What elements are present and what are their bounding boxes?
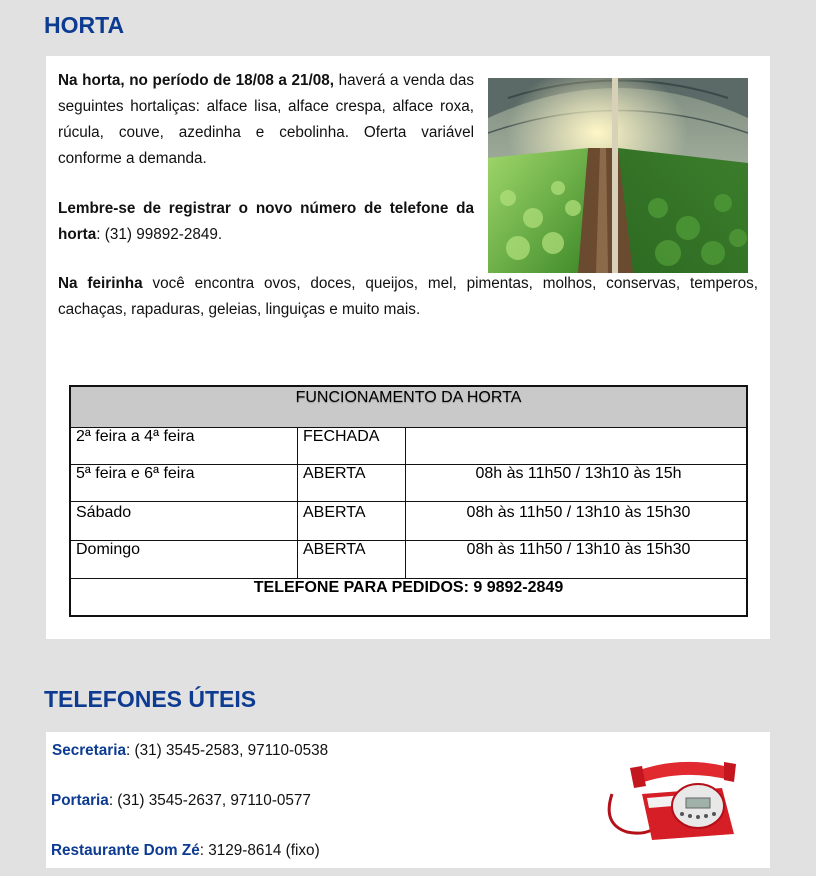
telefones-card <box>46 732 770 868</box>
table-row <box>71 427 746 465</box>
row-hours: 08h às 11h50 / 13h10 às 15h30 <box>405 541 746 579</box>
hours-table <box>69 385 748 617</box>
reminder-phone: : (31) 99892-2849. <box>96 226 223 243</box>
phone-entry-portaria <box>51 792 311 810</box>
phone-label: Restaurante Dom Zé <box>51 842 200 859</box>
phone-entry-secretaria <box>52 742 328 760</box>
horta-card <box>46 56 770 639</box>
horta-phone-reminder <box>58 196 474 248</box>
row-status: ABERTA <box>297 465 405 502</box>
feirinha-paragraph <box>58 271 758 323</box>
table-footer: TELEFONE PARA PEDIDOS: 9 9892-2849 <box>71 578 746 616</box>
row-days: 2ª feira a 4ª feira <box>76 428 195 445</box>
phone-number: : (31) 3545-2583, 97110-0538 <box>126 742 329 759</box>
section-title-telefones: TELEFONES ÚTEIS <box>44 686 257 712</box>
section-title-horta: HORTA <box>44 12 125 38</box>
horta-sale-paragraph <box>58 68 474 172</box>
phone-label: Secretaria <box>52 742 126 759</box>
table-row <box>71 540 746 579</box>
table-header: FUNCIONAMENTO DA HORTA <box>71 387 746 427</box>
phone-number: : 3129-8614 (fixo) <box>199 842 320 859</box>
feirinha-text: você encontra ovos, doces, queijos, mel, pimentas, molhos, conservas, temperos, cachaças, rapaduras, geleias, linguiças e muito mais. <box>58 275 758 318</box>
phone-entry-restaurante <box>51 842 320 860</box>
greenhouse-illustration <box>488 78 748 273</box>
red-telephone-image <box>602 754 738 844</box>
row-hours <box>405 428 746 465</box>
row-status: FECHADA <box>297 428 405 465</box>
row-days: 5ª feira e 6ª feira <box>76 465 195 482</box>
sale-period-bold: Na horta, no período de 18/08 a 21/08, <box>58 72 335 89</box>
table-row <box>71 464 746 502</box>
table-row <box>71 501 746 541</box>
row-status: ABERTA <box>297 541 405 579</box>
feirinha-bold: Na feirinha <box>58 275 143 292</box>
greenhouse-garden-image <box>488 78 748 273</box>
telephone-icon <box>602 754 738 844</box>
reminder-bold: Lembre-se de registrar o novo número de telefone da horta <box>58 200 474 243</box>
row-days: Domingo <box>76 541 141 558</box>
sale-text: haverá a venda das seguintes hortaliças: alface lisa, alface crespa, alface roxa, rúcula, couve, azedinha e cebolinha. Oferta variável conforme a demanda. <box>58 72 474 167</box>
row-hours: 08h às 11h50 / 13h10 às 15h30 <box>405 502 746 541</box>
row-status: ABERTA <box>297 502 405 541</box>
row-days: Sábado <box>76 504 132 521</box>
row-hours: 08h às 11h50 / 13h10 às 15h <box>405 465 746 502</box>
phone-label: Portaria <box>51 792 109 809</box>
phone-number: : (31) 3545-2637, 97110-0577 <box>108 792 311 809</box>
